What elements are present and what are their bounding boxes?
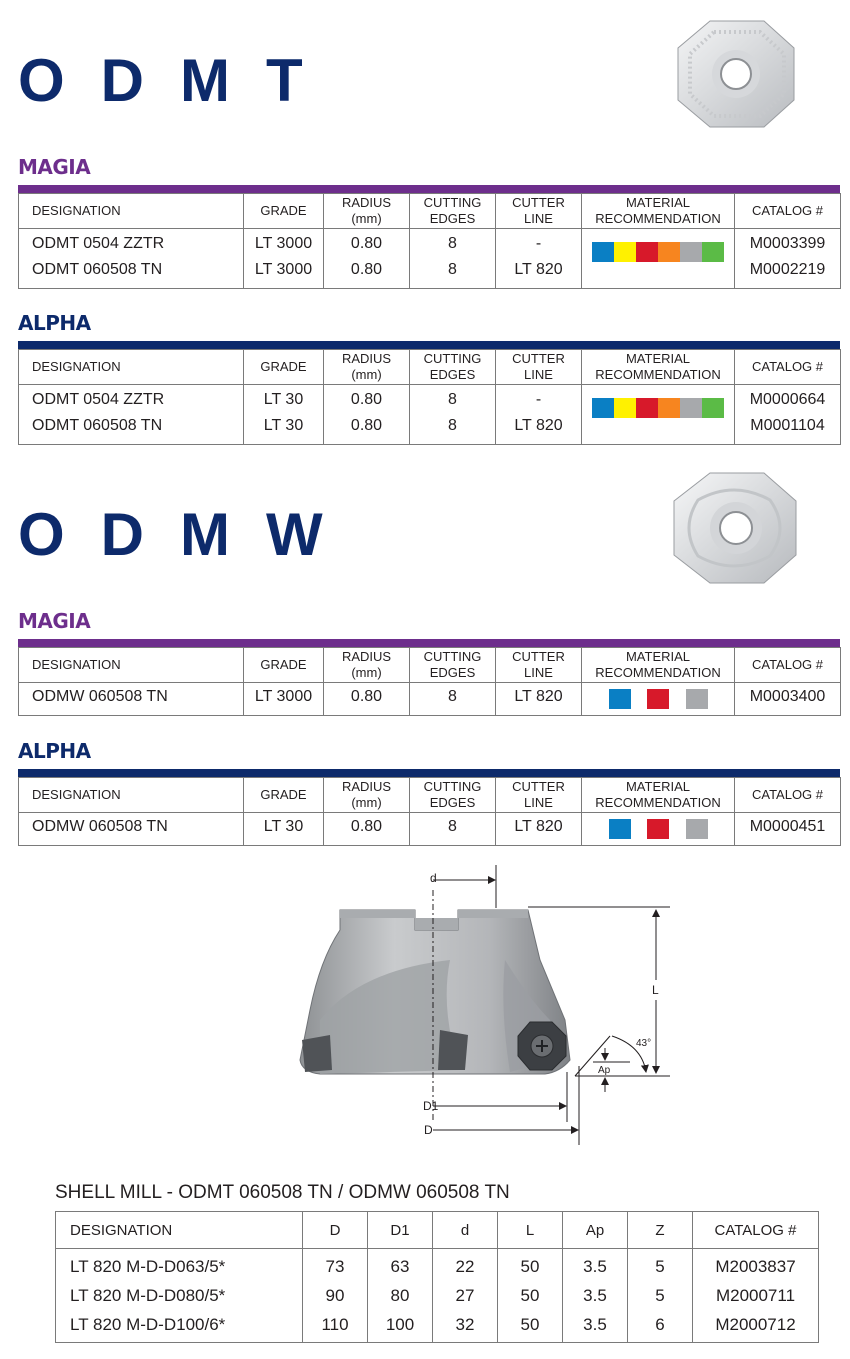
header-grade: GRADE bbox=[244, 194, 324, 229]
table-cell bbox=[324, 813, 410, 846]
cell-radius: 0.80 bbox=[350, 818, 383, 835]
material-color-swatch bbox=[686, 819, 708, 839]
cell-catalog: M0000664 bbox=[749, 391, 826, 408]
cell-grade: LT 30 bbox=[263, 818, 304, 835]
cell-value: 5 bbox=[655, 1286, 665, 1305]
octagonal-insert-odmw-image bbox=[668, 470, 800, 586]
header-material: MATERIAL RECOMMENDATION bbox=[582, 194, 735, 229]
cell-value: 63 bbox=[390, 1257, 410, 1276]
material-color-swatch bbox=[592, 398, 614, 418]
cell-value: 80 bbox=[390, 1286, 410, 1305]
material-recommendation-cell bbox=[582, 813, 735, 846]
brand-alpha-label: ALPHA bbox=[18, 739, 91, 763]
title-letter: D bbox=[100, 501, 145, 568]
header-grade: GRADE bbox=[244, 648, 324, 683]
cell-value: 3.5 bbox=[583, 1315, 607, 1334]
cell-edges: 8 bbox=[448, 818, 457, 835]
table-cell bbox=[19, 813, 244, 846]
table-cell bbox=[244, 229, 324, 289]
cell-edges: 8 bbox=[448, 688, 457, 705]
table-header-row bbox=[56, 1212, 819, 1249]
header-material: MATERIAL RECOMMENDATION bbox=[582, 648, 735, 683]
header-designation: DESIGNATION bbox=[19, 778, 244, 813]
table-data-row bbox=[19, 813, 841, 846]
material-recommendation-cell bbox=[582, 229, 735, 289]
cell-cutter-line: LT 820 bbox=[514, 818, 563, 835]
material-color-swatch bbox=[680, 398, 702, 418]
material-recommendation-cell bbox=[582, 385, 735, 445]
cell-value: 3.5 bbox=[583, 1257, 607, 1276]
odmt-magia-table bbox=[18, 193, 841, 289]
title-letter: D bbox=[100, 47, 145, 114]
header-cutting-edges: CUTTING EDGES bbox=[410, 778, 496, 813]
title-letter: M bbox=[180, 501, 230, 568]
cell-value: LT 820 M-D-D063/5* bbox=[70, 1257, 226, 1276]
table-cell bbox=[735, 813, 841, 846]
cell-edges: 8 bbox=[448, 417, 457, 434]
cell-radius: 0.80 bbox=[350, 235, 383, 252]
material-color-swatch bbox=[680, 242, 702, 262]
cell-edges: 8 bbox=[448, 261, 457, 278]
dimension-D-label: D bbox=[424, 1123, 433, 1137]
shell-mill-title: SHELL MILL - ODMT 060508 TN / ODMW 060508 TN bbox=[55, 1182, 510, 1203]
header-radius: RADIUS (mm) bbox=[324, 194, 410, 229]
material-color-swatch bbox=[614, 242, 636, 262]
header-designation: DESIGNATION bbox=[56, 1212, 303, 1249]
header-grade: GRADE bbox=[244, 778, 324, 813]
cell-value: 6 bbox=[655, 1315, 665, 1334]
cell-cutter-line: LT 820 bbox=[514, 688, 563, 705]
table-header-row bbox=[19, 350, 841, 385]
table-header-row bbox=[19, 648, 841, 683]
material-color-swatch bbox=[702, 242, 724, 262]
table-cell bbox=[244, 813, 324, 846]
table-cell bbox=[56, 1249, 303, 1343]
cell-value: 50 bbox=[520, 1286, 540, 1305]
table-cell bbox=[410, 385, 496, 445]
shell-mill-table bbox=[55, 1211, 819, 1343]
table-cell bbox=[244, 385, 324, 445]
table-cell bbox=[496, 813, 582, 846]
table-header-row bbox=[19, 778, 841, 813]
material-color-swatch bbox=[647, 689, 669, 709]
material-color-swatch bbox=[592, 242, 614, 262]
material-color-swatch bbox=[658, 242, 680, 262]
cell-value: 50 bbox=[520, 1257, 540, 1276]
cell-value: 3.5 bbox=[583, 1286, 607, 1305]
cell-catalog: M0000451 bbox=[749, 818, 826, 835]
table-cell bbox=[410, 229, 496, 289]
material-color-swatch bbox=[702, 398, 724, 418]
cell-catalog: M0003399 bbox=[749, 235, 826, 252]
header-catalog: CATALOG # bbox=[735, 350, 841, 385]
table-cell bbox=[628, 1249, 693, 1343]
title-letter: T bbox=[266, 47, 303, 114]
title-letter: O bbox=[18, 47, 65, 114]
cell-value: 110 bbox=[321, 1315, 349, 1334]
table-header-row bbox=[19, 194, 841, 229]
cell-edges: 8 bbox=[448, 235, 457, 252]
header-d: d bbox=[433, 1212, 498, 1249]
header-designation: DESIGNATION bbox=[19, 194, 244, 229]
material-color-swatch bbox=[658, 398, 680, 418]
table-data-row bbox=[19, 683, 841, 716]
header-cutting-edges: CUTTING EDGES bbox=[410, 648, 496, 683]
header-catalog: CATALOG # bbox=[735, 778, 841, 813]
header-cutting-edges: CUTTING EDGES bbox=[410, 350, 496, 385]
dimension-D1-label: D1 bbox=[423, 1099, 439, 1113]
angle-label: 43° bbox=[636, 1038, 652, 1049]
octagonal-insert-odmt-image bbox=[670, 18, 798, 130]
dimension-Ap-label: Ap bbox=[598, 1065, 611, 1076]
header-catalog: CATALOG # bbox=[693, 1212, 819, 1249]
cell-radius: 0.80 bbox=[350, 261, 383, 278]
cell-value: 32 bbox=[455, 1315, 475, 1334]
header-radius: RADIUS (mm) bbox=[324, 778, 410, 813]
table-cell bbox=[410, 813, 496, 846]
cell-cutter-line: LT 820 bbox=[514, 261, 563, 278]
header-cutter-line: CUTTER LINE bbox=[496, 778, 582, 813]
title-letter: M bbox=[180, 47, 230, 114]
cell-value: 5 bbox=[655, 1257, 665, 1276]
header-cutter-line: CUTTER LINE bbox=[496, 648, 582, 683]
table-cell bbox=[19, 683, 244, 716]
material-color-swatch bbox=[609, 689, 631, 709]
cell-value: 27 bbox=[455, 1286, 475, 1305]
header-material: MATERIAL RECOMMENDATION bbox=[582, 778, 735, 813]
table-cell bbox=[324, 385, 410, 445]
table-cell bbox=[496, 385, 582, 445]
cell-value: LT 820 M-D-D100/6* bbox=[70, 1315, 226, 1334]
header-cutter-line: CUTTER LINE bbox=[496, 350, 582, 385]
cell-value: LT 820 M-D-D080/5* bbox=[70, 1286, 226, 1305]
table-cell bbox=[433, 1249, 498, 1343]
material-color-swatch bbox=[636, 242, 658, 262]
table-cell bbox=[735, 385, 841, 445]
cell-cutter-line: LT 820 bbox=[514, 417, 563, 434]
cell-edges: 8 bbox=[448, 391, 457, 408]
cell-grade: LT 3000 bbox=[254, 235, 313, 252]
cell-radius: 0.80 bbox=[350, 391, 383, 408]
section-title-odmt bbox=[18, 46, 339, 115]
cell-value: M2003837 bbox=[715, 1257, 796, 1276]
table-cell bbox=[496, 683, 582, 716]
material-recommendation-cell bbox=[582, 683, 735, 716]
cell-value: 90 bbox=[325, 1286, 345, 1305]
title-letter: W bbox=[266, 501, 323, 568]
dimension-L-label: L bbox=[652, 983, 659, 997]
cell-cutter-line: - bbox=[535, 235, 542, 252]
header-cutter-line: CUTTER LINE bbox=[496, 194, 582, 229]
cell-designation: ODMT 0504 ZZTR bbox=[32, 235, 165, 252]
table-cell bbox=[410, 683, 496, 716]
brand-band-magia bbox=[18, 185, 840, 193]
table-cell bbox=[735, 683, 841, 716]
cell-grade: LT 30 bbox=[263, 391, 304, 408]
cell-designation: ODMW 060508 TN bbox=[32, 688, 168, 705]
cell-designation: ODMW 060508 TN bbox=[32, 818, 168, 835]
table-data-row bbox=[19, 385, 841, 445]
header-cutting-edges: CUTTING EDGES bbox=[410, 194, 496, 229]
table-cell bbox=[324, 683, 410, 716]
header-radius: RADIUS (mm) bbox=[324, 648, 410, 683]
cell-catalog: M0003400 bbox=[749, 688, 826, 705]
table-cell bbox=[19, 385, 244, 445]
brand-band-alpha bbox=[18, 769, 840, 777]
header-catalog: CATALOG # bbox=[735, 194, 841, 229]
insert-screw-icon bbox=[518, 1022, 566, 1070]
shell-mill-dimension-diagram bbox=[290, 860, 680, 1150]
material-color-swatch bbox=[686, 689, 708, 709]
section-title-odmw bbox=[18, 500, 359, 569]
material-color-swatch bbox=[614, 398, 636, 418]
table-data-row bbox=[19, 229, 841, 289]
cell-grade: LT 3000 bbox=[254, 688, 313, 705]
table-cell bbox=[303, 1249, 368, 1343]
header-Ap: Ap bbox=[563, 1212, 628, 1249]
material-color-swatch bbox=[636, 398, 658, 418]
table-cell bbox=[19, 229, 244, 289]
shell-mill-body bbox=[300, 910, 570, 1074]
cell-designation: ODMT 060508 TN bbox=[32, 261, 163, 278]
header-Z: Z bbox=[628, 1212, 693, 1249]
cell-radius: 0.80 bbox=[350, 417, 383, 434]
brand-band-magia bbox=[18, 639, 840, 647]
header-catalog: CATALOG # bbox=[735, 648, 841, 683]
cell-catalog: M0001104 bbox=[750, 417, 825, 434]
odmw-alpha-table bbox=[18, 777, 841, 846]
table-cell bbox=[563, 1249, 628, 1343]
odmt-alpha-table bbox=[18, 349, 841, 445]
header-designation: DESIGNATION bbox=[19, 648, 244, 683]
header-grade: GRADE bbox=[244, 350, 324, 385]
cell-value: 73 bbox=[325, 1257, 345, 1276]
dimension-d-label: d bbox=[430, 871, 437, 885]
table-cell bbox=[244, 683, 324, 716]
odmw-magia-table bbox=[18, 647, 841, 716]
table-cell bbox=[368, 1249, 433, 1343]
brand-band-alpha bbox=[18, 341, 840, 349]
header-material: MATERIAL RECOMMENDATION bbox=[582, 350, 735, 385]
brand-alpha-label: ALPHA bbox=[18, 311, 91, 335]
header-radius: RADIUS (mm) bbox=[324, 350, 410, 385]
header-D1: D1 bbox=[368, 1212, 433, 1249]
table-data-row bbox=[56, 1249, 819, 1343]
cell-grade: LT 3000 bbox=[254, 261, 313, 278]
table-cell bbox=[735, 229, 841, 289]
cell-value: M2000712 bbox=[715, 1315, 796, 1334]
cell-value: 50 bbox=[520, 1315, 540, 1334]
title-letter: O bbox=[18, 501, 65, 568]
header-D: D bbox=[303, 1212, 368, 1249]
cell-cutter-line: - bbox=[535, 391, 542, 408]
brand-magia-label: MAGIA bbox=[18, 155, 91, 179]
material-color-swatch bbox=[647, 819, 669, 839]
header-L: L bbox=[498, 1212, 563, 1249]
table-cell bbox=[693, 1249, 819, 1343]
table-cell bbox=[498, 1249, 563, 1343]
cell-catalog: M0002219 bbox=[749, 261, 826, 278]
cell-grade: LT 30 bbox=[263, 417, 304, 434]
header-designation: DESIGNATION bbox=[19, 350, 244, 385]
cell-designation: ODMT 060508 TN bbox=[32, 417, 163, 434]
brand-magia-label: MAGIA bbox=[18, 609, 91, 633]
cell-value: 22 bbox=[455, 1257, 475, 1276]
cell-value: 100 bbox=[385, 1315, 415, 1334]
cell-value: M2000711 bbox=[715, 1286, 796, 1305]
cell-radius: 0.80 bbox=[350, 688, 383, 705]
table-cell bbox=[496, 229, 582, 289]
material-color-swatch bbox=[609, 819, 631, 839]
table-cell bbox=[324, 229, 410, 289]
cell-designation: ODMT 0504 ZZTR bbox=[32, 391, 165, 408]
